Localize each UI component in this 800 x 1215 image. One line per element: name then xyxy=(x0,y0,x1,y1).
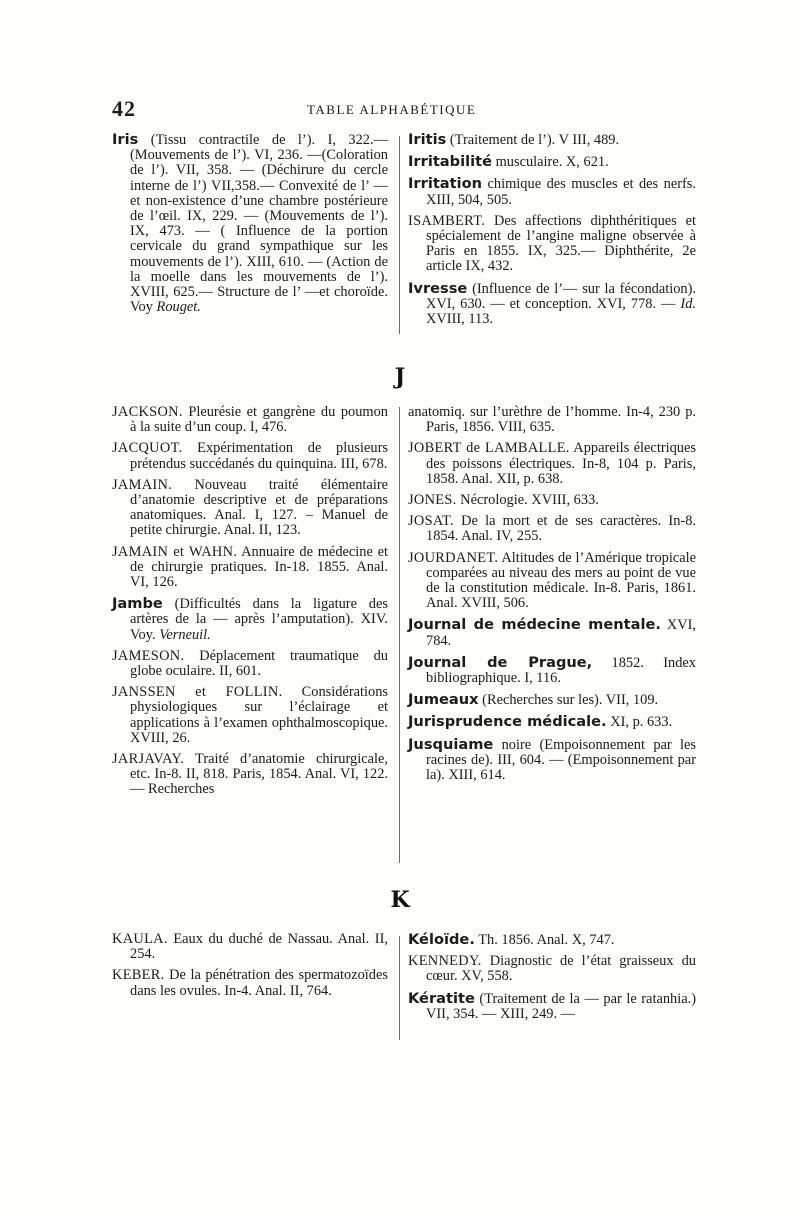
column-divider xyxy=(399,136,400,334)
entry-headword: JONES. xyxy=(408,492,457,509)
index-entry xyxy=(408,617,696,648)
entry-text: XVI, 784. xyxy=(426,617,696,649)
entry-headword: ISAMBERT. xyxy=(408,212,486,229)
entry-text: musculaire. X, 621. xyxy=(491,154,609,171)
entry-headword: Kératite xyxy=(408,989,475,1007)
entry-text: (Difficultés dans la ligature des artères de la — après l’amputation). XIV. Voy. xyxy=(130,596,388,643)
entry-text-tail: XVIII, 113. xyxy=(426,311,494,328)
entry-text: Considérations physiologiques sur l’éclairage et applications à l’examen ophthalmoscopique. XVIII, 26. xyxy=(130,684,388,746)
running-head: TABLE ALPHABÉTIQUE xyxy=(307,102,477,117)
entry-headword: Jusquiame xyxy=(408,735,494,753)
entry-text: Appareils électriques des poissons électriques. In-8, 104 p. Paris, 1858. Anal. XII, p. 638. xyxy=(426,440,696,487)
entry-text: Expérimentation de plusieurs prétendus succédanés du quinquina. III, 678. xyxy=(130,440,388,472)
index-entry xyxy=(408,932,696,948)
entry-text: Déplacement traumatique du globe oculaire. II, 601. xyxy=(130,647,388,680)
entry-headword: JAMAIN. xyxy=(112,476,173,493)
column-divider xyxy=(399,407,400,863)
entry-text: (Tissu contractile de l’). I, 322.— (Mouvements de l’). VI, 236. —(Coloration de l’). VII, 358. — (Déchirure du cercle interne de l’) VII,358.— Convexité de l’ — et non-existence d’une chambre postérieure de l’œil. IX, 229. — (Mouvements de l’). IX, 473. — ( Influence de la portion cervicale du grand sympathique sur les mouvements de l’). XIII, 610. — (Action de la moelle dans les mouvements de l’). XVIII, 625.— Structure de l’ —et choroïde. Voy xyxy=(130,132,388,316)
entry-headword: JACQUOT. xyxy=(112,440,183,457)
entry-crossref: Rouget. xyxy=(156,299,201,316)
entry-text: Diagnostic de l’état graisseux du cœur. XV, 558. xyxy=(426,953,696,985)
entry-crossref: Id. xyxy=(680,295,696,312)
entry-headword: Jurisprudence médicale. xyxy=(408,713,607,731)
entry-text: Nécrologie. XVIII, 633. xyxy=(456,492,599,509)
letter-j-heading: J xyxy=(394,364,406,390)
entry-headword: JOURDANET. xyxy=(408,549,499,566)
column-right xyxy=(408,132,696,333)
entry-text: (Recherches sur les). VII, 109. xyxy=(478,692,659,709)
index-entry xyxy=(408,514,696,544)
index-entry xyxy=(408,551,696,612)
entry-text: De la pénétration des spermatozoïdes dans les ovules. In-4. Anal. II, 764. xyxy=(130,967,388,999)
section-k xyxy=(112,932,696,1042)
entry-text: Th. 1856. Anal. X, 747. xyxy=(474,932,615,948)
index-entry xyxy=(408,214,696,275)
entry-headword: Jambe xyxy=(112,595,163,613)
entry-headword: Irritabilité xyxy=(408,153,492,171)
entry-headword: JAMESON. xyxy=(112,647,185,664)
entry-text: De la mort et de ses caractères. In-8. 1854. Anal. IV, 255. xyxy=(426,513,696,545)
column-left xyxy=(112,405,388,804)
index-entry xyxy=(112,132,388,315)
entry-headword: Kéloïde. xyxy=(408,931,475,948)
entry-headword: Irritation xyxy=(408,175,483,193)
entry-headword: JARJAVAY. xyxy=(112,751,185,768)
index-entry xyxy=(112,649,388,679)
entry-text: chimique des muscles et des nerfs. XIII, 504, 505. xyxy=(426,176,696,208)
entry-headword: KAULA. xyxy=(112,931,168,947)
index-entry xyxy=(408,692,696,708)
entry-text: Traité d’anatomie chirurgicale, etc. In-8. II, 818. Paris, 1854. Anal. VI, 122. — Recherches xyxy=(130,751,388,798)
entry-headword: Ivresse xyxy=(408,279,468,297)
entry-text: (Influence de l’— sur la fécondation). XVI, 630. — et conception. XVI, 778. — xyxy=(426,280,696,312)
entry-headword: Journal de médecine mentale. xyxy=(408,616,661,634)
entry-text: XI, p. 633. xyxy=(606,714,673,731)
section-j xyxy=(112,405,696,865)
entry-crossref: Verneuil. xyxy=(159,626,211,643)
entry-text: Altitudes de l’Amérique tropicale comparées au niveau des mers au point de vue de la constitution médicale. In-8. Paris, 1861. Anal. XVIII, 506. xyxy=(426,549,696,612)
index-entry xyxy=(112,932,388,962)
entry-headword: Journal de Prague, xyxy=(408,653,593,671)
index-entry xyxy=(408,441,696,487)
entry-headword: JOBERT de LAMBALLE. xyxy=(408,440,570,457)
index-entry xyxy=(408,405,696,435)
index-entry xyxy=(408,281,696,328)
index-entry xyxy=(408,154,696,170)
entry-text: noire (Empoisonnement par les racines de). III, 604. — (Empoisonnement par la). XIII, 614. xyxy=(426,736,696,784)
entry-headword: Iritis xyxy=(408,131,447,148)
index-entry xyxy=(112,685,388,746)
entry-text: (Traitement de la — par le ratanhia.) VII, 354. — XIII, 249. — xyxy=(426,990,696,1022)
entry-text: anatomiq. sur l’urèthre de l’homme. In-4, 230 p. Paris, 1856. VIII, 635. xyxy=(408,404,696,436)
page-header xyxy=(112,96,692,122)
index-entry xyxy=(112,752,388,798)
entry-headword: JANSSEN et FOLLIN. xyxy=(112,684,283,701)
index-entry xyxy=(112,441,388,471)
page-number: 42 xyxy=(112,96,136,121)
index-entry xyxy=(408,954,696,984)
column-right xyxy=(408,405,696,789)
entry-headword: Iris xyxy=(112,131,139,148)
entry-headword: JAMAIN et WAHN. xyxy=(112,543,238,560)
index-entry xyxy=(408,655,696,686)
entry-headword: JOSAT. xyxy=(408,513,454,530)
column-divider xyxy=(399,936,400,1040)
column-left xyxy=(112,932,388,1005)
index-entry xyxy=(112,545,388,591)
entry-headword: KENNEDY. xyxy=(408,953,482,970)
entry-headword: KEBER. xyxy=(112,967,165,984)
index-entry xyxy=(408,714,696,730)
entry-text: Eaux du duché de Nassau. Anal. II, 254. xyxy=(130,931,388,963)
entry-text: Des affections diphthéritiques et spécialement de l’angine maligne observée à Paris en 1855. IX, 325.— Diphthérite, 2e article IX, 432. xyxy=(426,212,696,275)
index-entry xyxy=(408,991,696,1022)
index-entry xyxy=(408,132,696,148)
index-entry xyxy=(408,737,696,784)
index-entry xyxy=(112,596,388,643)
entry-headword: JACKSON. xyxy=(112,404,183,420)
entry-text: Pleurésie et gangrène du poumon à la suite d’un coup. I, 476. xyxy=(130,404,388,436)
entry-headword: Jumeaux xyxy=(408,691,479,709)
index-entry xyxy=(112,478,388,539)
index-entry xyxy=(112,968,388,998)
entry-text: Annuaire de médecine et de chirurgie pratiques. In-18. 1855. Anal. VI, 126. xyxy=(130,543,388,591)
index-entry xyxy=(408,176,696,207)
index-entry xyxy=(112,405,388,435)
section-i xyxy=(112,132,696,337)
column-left xyxy=(112,132,388,321)
column-right xyxy=(408,932,696,1028)
entry-text: Nouveau traité élémentaire d’anatomie descriptive et de préparations anatomiques. Anal. I, 127. – Manuel de petite chirurgie. Anal. II, 123. xyxy=(130,476,388,539)
index-entry xyxy=(408,493,696,508)
letter-k-heading: K xyxy=(390,887,410,913)
entry-text: (Traitement de l’). V III, 489. xyxy=(446,132,620,148)
entry-text: 1852. Index bibliographique. I, 116. xyxy=(426,654,696,687)
